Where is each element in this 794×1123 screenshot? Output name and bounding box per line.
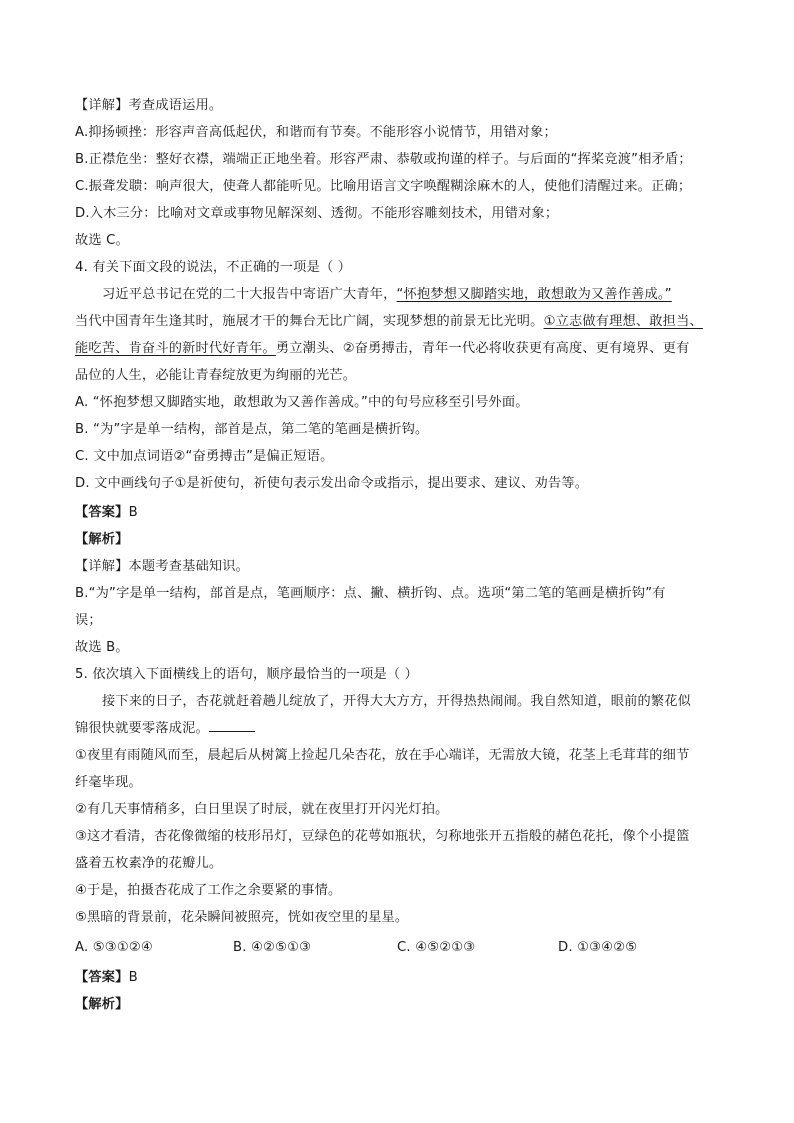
option-c-explanation: C.振聋发聩：响声很大，使聋人都能听见。比喻用语言文字唤醒糊涂麻木的人，使他们清醒过来。正确； — [75, 179, 692, 194]
detail-text: 误； — [75, 613, 102, 628]
sentence-2: ②有几天事情稍多，白日里误了时辰，就在夜里打开闪光灯拍。 — [75, 802, 449, 817]
passage-line — [102, 285, 672, 305]
question-4-stem: 4. 有关下面文段的说法，不正确的一项是（ ） — [75, 260, 352, 275]
choice-c: C. ④⑤②①③ — [397, 940, 476, 955]
passage-text: 勇立潮头、②奋勇搏击，青年一代必将收获更有高度、更有境界、更有 — [275, 341, 690, 356]
option-b-explanation: B.正襟危坐：整好衣襟，端端正正地坐着。形容严肃、恭敬或拘谨的样子。与后面的“挥桨竞渡”相矛盾； — [75, 152, 692, 167]
underlined-quote: “怀抱梦想又脚踏实地，敢想敢为又善作善成。” — [396, 287, 672, 302]
fill-blank — [209, 719, 255, 732]
passage-line — [75, 719, 255, 739]
passage-text: 习近平总书记在党的二十大报告中寄语广大青年， — [102, 287, 397, 302]
answer-label: 【答案】 — [75, 505, 129, 520]
sentence-1: ①夜里有雨随风而至，晨起后从树篱上捡起几朵杏花，放在手心端详，无需放大镜，花茎上毛茸茸的细节 — [75, 748, 690, 763]
analysis-label: 【解析】 — [75, 532, 129, 547]
sentence-3: ③这才看清，杏花像微缩的枝形吊灯，豆绿色的花萼如瓶状，匀称地张开五指般的赭色花托，像个小提篮 — [75, 829, 690, 844]
analysis-label: 【解析】 — [75, 997, 129, 1012]
passage-line: 接下来的日子，杏花就赶着趟儿绽放了，开得大大方方，开得热热闹闹。我自然知道，眼前的繁花似 — [102, 694, 692, 709]
choice-b: B. ④②⑤①③ — [233, 940, 312, 955]
underlined-sentence: 能吃苦、肯奋斗的新时代好青年。 — [75, 341, 276, 356]
question-5-stem: 5. 依次填入下面横线上的语句，顺序最恰当的一项是（ ） — [75, 667, 419, 682]
sentence-1-cont: 纤毫毕现。 — [75, 775, 142, 790]
choice-d: D. 文中画线句子①是祈使句，祈使句表示发出命令或指示，提出要求、建议、劝告等。 — [75, 476, 589, 491]
detail-text: B.“为”字是单一结构，部首是点，笔画顺序：点、撇、横折钩、点。选项“第二笔的笔画是横折钩”有 — [75, 586, 666, 601]
choice-row — [75, 938, 715, 958]
answer-line — [75, 503, 138, 523]
passage-line: 品位的人生，必能让青春绽放更为绚丽的光芒。 — [75, 368, 357, 383]
answer-conclusion: 故选 B。 — [75, 640, 129, 655]
answer-value: B — [128, 970, 138, 985]
choice-b: B. “为”字是单一结构，部首是点，第二笔的笔画是横折钩。 — [75, 422, 429, 437]
sentence-4: ④于是，拍摄杏花成了工作之余要紧的事情。 — [75, 883, 342, 898]
sentence-3-cont: 盛着五枚素净的花瓣儿。 — [75, 856, 223, 871]
sentence-5: ⑤黑暗的背景前，花朵瞬间被照亮，恍如夜空里的星星。 — [75, 910, 409, 925]
answer-value: B — [128, 505, 138, 520]
passage-text: 当代中国青年生逢其时，施展才干的舞台无比广阔，实现梦想的前景无比光明。 — [75, 314, 544, 329]
underlined-sentence: ①立志做有理想、敢担当、 — [543, 314, 703, 329]
option-a-explanation: A.抑扬顿挫：形容声音高低起伏，和谐而有节奏。不能形容小说情节，用错对象； — [75, 125, 557, 140]
answer-line — [75, 968, 138, 988]
option-d-explanation: D.入木三分：比喻对文章或事物见解深刻、透彻。不能形容雕刻技术，用错对象； — [75, 206, 559, 221]
choice-c: C. 文中加点词语②“奋勇搏击”是偏正短语。 — [75, 449, 334, 464]
answer-label: 【答案】 — [75, 970, 129, 985]
choice-a: A. “怀抱梦想又脚踏实地，敢想敢为又善作善成。”中的句号应移至引号外面。 — [75, 395, 529, 410]
answer-conclusion: 故选 C。 — [75, 233, 129, 248]
detail-heading: 【详解】本题考查基础知识。 — [75, 559, 250, 574]
passage-line — [75, 312, 703, 332]
choice-a: A. ⑤③①②④ — [75, 940, 153, 955]
detail-heading: 【详解】考查成语运用。 — [75, 98, 223, 113]
choice-d: D. ①③④②⑤ — [558, 940, 638, 955]
passage-text: 锦很快就要零落成泥。 — [75, 721, 209, 736]
passage-line — [75, 339, 689, 359]
